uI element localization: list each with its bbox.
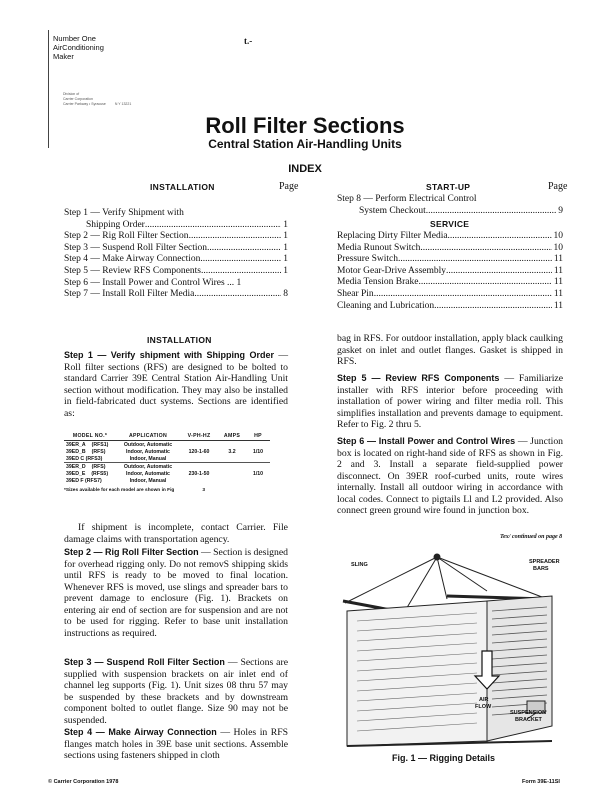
toc-leader bbox=[420, 243, 551, 255]
col-hp: HP bbox=[246, 432, 270, 441]
hp-cell: 1/10 bbox=[246, 463, 270, 485]
toc-page-number: 1 bbox=[283, 265, 288, 276]
toc-startup-heading: START-UP bbox=[426, 182, 471, 192]
toc-item-label: Cleaning and Lubrication bbox=[337, 300, 435, 311]
toc-item[interactable] bbox=[64, 266, 288, 278]
toc-item-label: Step 5 — Review RFS Components bbox=[64, 265, 201, 276]
application-cell: Outdoor, Automatic bbox=[123, 441, 173, 448]
toc-item[interactable] bbox=[64, 289, 288, 301]
application-cell: Indoor, Automatic bbox=[126, 470, 170, 477]
toc-page-number: 11 bbox=[553, 300, 563, 311]
toc-item-label: Step 3 — Suspend Roll Filter Section bbox=[64, 242, 208, 253]
toc-item[interactable] bbox=[64, 220, 288, 232]
toc-page-number: 11 bbox=[553, 288, 563, 299]
hp-cell: 1/10 bbox=[252, 448, 264, 455]
toc-line: Step 8 — Perform Electrical Control bbox=[337, 194, 477, 204]
toc-line: Step 1 — Verify Shipment with bbox=[64, 208, 184, 218]
toc-item-label: Media Runout Switch bbox=[337, 242, 421, 253]
toc-page-label-right: Page bbox=[548, 181, 568, 192]
toc-item-label: Media Tension Brake bbox=[337, 277, 419, 288]
col-application: APPLICATION bbox=[116, 432, 180, 441]
page-subtitle: Central Station Air-Handling Units bbox=[208, 137, 402, 151]
label-bracket: BRACKET bbox=[515, 717, 542, 723]
model-cell: 39ED_E (RFS5) bbox=[66, 470, 109, 477]
toc-item-label: Pressure Switch bbox=[337, 254, 398, 265]
model-cell: 39ED F (RFS7) bbox=[66, 477, 102, 484]
toc-item[interactable] bbox=[337, 266, 563, 278]
step3-paragraph: Step 3 — Suspend Roll Filter Section — Sections are supplied with suspension brackets on air inlet end of channel leg supports (Fig. 1). Unit sizes 08 thru 57 may be suspended by these brackets and by downstream component bolted to outlet flange. Size 90 may not be suspended. bbox=[64, 657, 288, 726]
toc-page-number: 10 bbox=[553, 231, 563, 241]
toc-item-label: Replacing Dirty Filter Media bbox=[337, 231, 448, 241]
step6-paragraph: Step 6 — Install Power and Control Wires — Junction box is located on right-hand side of RFS as shown in Fig. 2 and 3. Install a separate field-supplied power disconnect. On 39ER roof-curbed units, route wires internally. Install all outdoor wiring in accordance with local codes. Connect to pigtails Ll and L2 provided. Also connect green ground wire found in junction box. bbox=[337, 436, 564, 516]
corner-mark: t.- bbox=[244, 36, 253, 46]
col-vphhz: V-PH-HZ bbox=[180, 432, 218, 441]
application-cell: Indoor, Manual bbox=[129, 477, 167, 484]
toc-item[interactable] bbox=[337, 206, 563, 218]
model-cell: 39ED_B (RFS) bbox=[66, 448, 106, 455]
toc-page-number: 1 bbox=[283, 231, 288, 242]
toc-page-number: 9 bbox=[558, 205, 563, 216]
toc-item-label: Step 7 — Install Roll Filter Media bbox=[64, 289, 195, 300]
toc-item-label: Step 2 — Rig Roll Filter Section bbox=[64, 231, 189, 242]
table-footnote: *Sizes available for each model are shown in Fig 3 bbox=[64, 488, 206, 493]
toc-item[interactable] bbox=[337, 243, 563, 255]
rigging-figure bbox=[337, 551, 567, 756]
step4-paragraph: Step 4 — Make Airway Connection — Holes in RFS flanges match holes in 39E base unit sections. Assemble sections using fasteners shipped in cloth bbox=[64, 727, 289, 761]
division-line: Carrier Corporation bbox=[63, 97, 93, 101]
volts-cell: 120-1-60 bbox=[188, 448, 210, 455]
amps-cell: 3.2 bbox=[228, 448, 236, 455]
toc-leader bbox=[398, 254, 552, 266]
toc-item-label: Motor Gear-Drive Assembly bbox=[337, 265, 447, 276]
figure-caption: Fig. 1 — Rigging Details bbox=[392, 753, 496, 763]
division-line: Division of bbox=[63, 92, 80, 96]
toc-item[interactable] bbox=[64, 243, 288, 255]
table-row bbox=[64, 441, 270, 449]
toc-page-number: 11 bbox=[553, 277, 563, 288]
toc-item-label: Shipping Order bbox=[86, 219, 145, 230]
form-number: Form 39E-11SI bbox=[522, 779, 560, 785]
toc-leader bbox=[446, 266, 552, 278]
col-model: MODEL NO.* bbox=[64, 432, 116, 441]
toc-leader bbox=[207, 243, 281, 255]
toc-item[interactable] bbox=[64, 278, 288, 290]
step1-paragraph: Step 1 — Verify shipment with Shipping Order — Roll filter sections (RFS) are designed to be bolted to standard Carrier 39E Central Station Air-Handling Unit section without modification. They may also be installed in field-fabricated duct systems. Sections are identified as: bbox=[64, 350, 288, 419]
toc-page-number: 1 bbox=[283, 254, 288, 265]
volts-cell: 230-1-50 bbox=[180, 463, 218, 485]
application-cell: Indoor, Manual bbox=[129, 455, 167, 462]
toc-page-number: 1 bbox=[283, 242, 288, 253]
toc-item[interactable] bbox=[64, 254, 288, 266]
toc-leader bbox=[448, 231, 552, 243]
model-table-block bbox=[64, 432, 292, 493]
toc-item-label: Step 4 — Make Airway Connection bbox=[64, 254, 201, 265]
toc-page-number: 8 bbox=[283, 289, 288, 300]
sling-line bbox=[437, 557, 542, 597]
toc-startup-list bbox=[337, 194, 563, 217]
application-cell: Outdoor, Automatic bbox=[116, 463, 180, 471]
toc-item[interactable] bbox=[337, 301, 563, 313]
toc-leader bbox=[145, 220, 281, 232]
label-suspension: SUSPENSION bbox=[510, 710, 547, 716]
toc-item[interactable] bbox=[64, 231, 288, 243]
toc-leader bbox=[201, 266, 281, 278]
toc-item-label: Step 6 — Install Power and Control Wires ... 1 bbox=[64, 277, 242, 288]
after-table-paragraph: If shipment is incomplete, contact Carrier. File damage claims with transportation agency. bbox=[64, 522, 288, 545]
toc-page-number: 1 bbox=[283, 219, 288, 230]
toc-service-heading: SERVICE bbox=[430, 219, 470, 229]
continued-note: Tex/ continued on page 8 bbox=[500, 534, 563, 540]
step2-paragraph: Step 2 — Rig Roll Filter Section — Section is designed for overhead rigging only. Do not removS shipping skids until RFS is ready to be moved to final location. Whenever RFS is moved, use slings and spreader bars to prevent damage to enclosure (Fig. 1). Brackets on entering air end of section are for suspension and are not to be used for rigging. Refer to base unit installation instructions as required. bbox=[64, 547, 288, 639]
toc-item-label: Shear Pin bbox=[337, 288, 374, 299]
toc-service-list bbox=[337, 231, 563, 312]
label-flow: FLOW bbox=[475, 704, 492, 710]
table-row bbox=[64, 463, 270, 471]
installation-heading: INSTALLATION bbox=[147, 335, 212, 345]
copyright-footer: © Carrier Corporation 1978 bbox=[48, 779, 119, 785]
label-spreader: SPREADER bbox=[529, 559, 560, 565]
index-heading: INDEX bbox=[288, 163, 322, 175]
col-amps: AMPS bbox=[218, 432, 246, 441]
toc-page-label: Page bbox=[279, 181, 299, 192]
toc-leader bbox=[200, 254, 281, 266]
model-table bbox=[64, 432, 270, 484]
toc-leader bbox=[374, 289, 552, 301]
address-line: Carrier Parkway • Syracuse N Y 13221 bbox=[63, 102, 132, 106]
toc-page-number: 10 bbox=[553, 242, 563, 253]
toc-item[interactable] bbox=[337, 289, 563, 301]
hook-icon bbox=[434, 554, 440, 560]
page-title: Roll Filter Sections bbox=[205, 113, 405, 138]
amps-cell bbox=[218, 463, 246, 485]
toc-leader bbox=[426, 206, 556, 218]
toc-installation-heading: INSTALLATION bbox=[150, 182, 215, 192]
toc-page-number: 11 bbox=[553, 254, 563, 265]
bag-paragraph: bag in RFS. For outdoor installation, apply black caulking gasket on inlet and outlet flanges. Gasket is shipped in RFS. bbox=[337, 333, 563, 367]
sling-line bbox=[437, 557, 487, 591]
toc-item[interactable] bbox=[337, 254, 563, 266]
model-cell: 39ED C (RFS3) bbox=[66, 455, 103, 462]
label-sling: SLING bbox=[351, 562, 368, 568]
toc-installation-list bbox=[64, 208, 288, 301]
label-air: AIR bbox=[479, 697, 489, 703]
application-cell: Indoor, Automatic bbox=[126, 448, 170, 455]
maker-tagline: Number One AirConditioning Maker bbox=[53, 34, 104, 61]
toc-leader bbox=[189, 231, 282, 243]
toc-leader bbox=[434, 301, 552, 313]
toc-item-label: System Checkout bbox=[359, 205, 426, 216]
toc-leader bbox=[194, 289, 281, 301]
toc-page-number: 11 bbox=[553, 265, 563, 276]
toc-leader bbox=[418, 277, 551, 289]
model-cell: 39ER_D (RFS) bbox=[64, 463, 116, 471]
label-bars: BARS bbox=[533, 566, 549, 572]
model-cell: 39ER_A (RFS1) bbox=[66, 441, 109, 448]
step5-paragraph: Step 5 — Review RFS Components — Familiarize installer with RFS interior before proceeding with installation of power wiring and filter media roll. This simplifies installation and prevents damage to equipment. Refer to Fig. 2 thru 5. bbox=[337, 373, 564, 430]
toc-item[interactable] bbox=[337, 231, 563, 243]
toc-item[interactable] bbox=[337, 277, 563, 289]
